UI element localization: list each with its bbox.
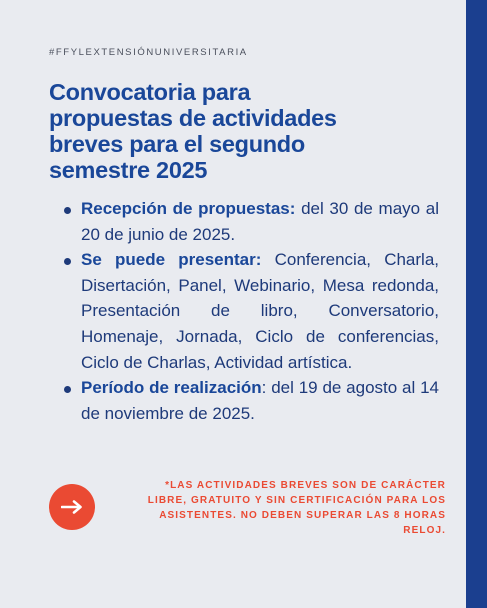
bullet-dot xyxy=(64,207,71,214)
page-title xyxy=(49,79,429,183)
item-label: Período de realización xyxy=(81,378,262,398)
bullet-dot xyxy=(64,258,71,265)
list-item-reception xyxy=(63,196,439,247)
item-label: Se puede presentar: xyxy=(81,250,262,270)
item-text: del 30 de mayo al 20 de junio de 2025. xyxy=(81,199,439,244)
title-line: propuestas de actividades xyxy=(49,105,337,131)
list-item-formats xyxy=(63,247,439,375)
next-button[interactable] xyxy=(49,484,95,530)
item-text: Conferencia, Charla, Disertación, Panel, Webinario, Mesa redonda, Presentación de libro, Conversatorio, Homenaje, Jornada, Ciclo de conferencias, Ciclo de Charlas, Actividad artística. xyxy=(81,250,439,372)
title-line: semestre 2025 xyxy=(49,157,208,183)
disclaimer-note: *LAS ACTIVIDADES BREVES SON DE CARÁCTER LIBRE, GRATUITO Y SIN CERTIFICACIÓN PARA LOS ASISTENTES. NO DEBEN SUPERAR LAS 8 HORAS RELOJ. xyxy=(147,480,446,536)
arrow-right-icon xyxy=(61,500,83,514)
title-line: breves para el segundo xyxy=(49,131,305,157)
right-accent-bar xyxy=(466,0,487,608)
bullet-dot xyxy=(64,386,71,393)
item-text: : del 19 de agosto al 14 de noviembre de 2025. xyxy=(81,378,440,423)
title-line: Convocatoria para xyxy=(49,79,251,105)
hashtag: #FFYLEXTENSIÓNUNIVERSITARIA xyxy=(49,47,248,58)
details-list xyxy=(63,196,439,426)
list-item-period xyxy=(63,375,439,426)
item-label: Recepción de propuestas: xyxy=(81,199,296,218)
